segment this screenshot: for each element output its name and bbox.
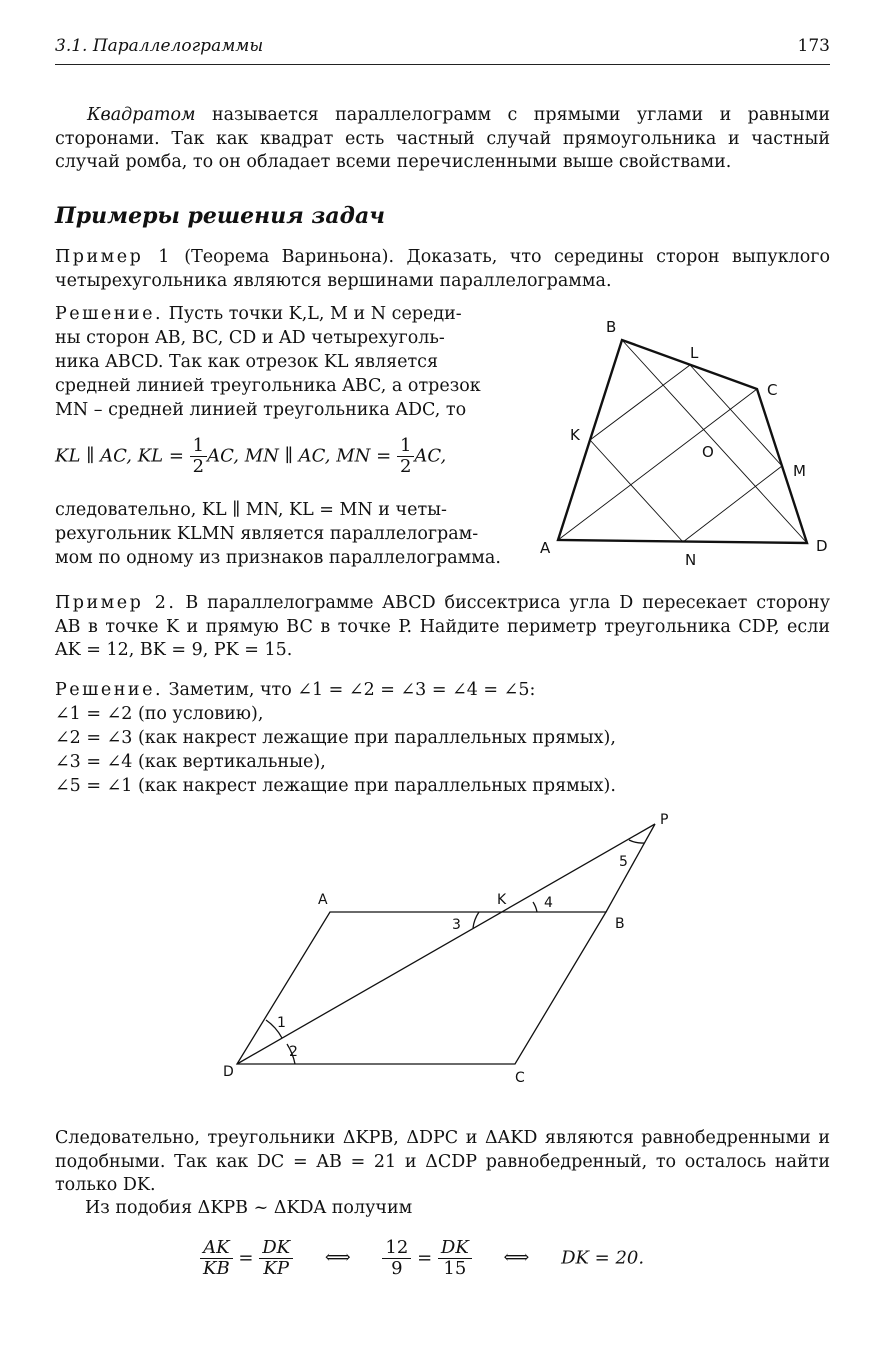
final-formula: $\frac{AK}{KB}$ = $\frac{DK}{KP}$ ⟺ $\frac{12}{9}$ = $\frac{DK}{15}$ ⟺ DK = 20. [200,1238,644,1279]
example2-solution-label: Решение. [55,680,164,700]
example2-text: В параллелограмме ABCD биссектриса угла D пересекает сторону AB в точке K и прямую BC в точке P. Найдите периметр треугольника CDP, если AK = 12, BK = 9, PK = 15. [55,593,830,660]
example1-text: (Теорема Вариньона). Доказать, что середины сторон выпуклого четырехугольника являются вершинами параллелограмма. [55,247,831,291]
angle-5-arc [629,840,644,843]
diagonal-ac [558,389,757,540]
header-rule [55,64,830,65]
example1-conclusion-line: следовательно, KL ∥ MN, KL = MN и четы- [55,500,447,520]
angle-5-label: 5 [619,854,628,870]
angle-4-arc [533,902,537,912]
label-d: D [816,537,828,555]
fraction-12-9: $\frac{12}{9}$ [382,1238,411,1279]
example1-statement [55,246,830,293]
example1-solution-line: средней линией треугольника ABC, а отрезок [55,376,481,396]
label-a: A [540,539,551,557]
figure-quadrilateral [530,310,840,570]
section-heading: Примеры решения задач [55,203,385,229]
similarity-line: Из подобия ΔKPB ~ ΔKDA получим [85,1198,413,1218]
diagonal-bd [622,340,807,543]
example1-solution-label: Решение. [55,304,164,324]
label-n: N [685,551,697,569]
example1-solution-line: ны сторон AB, BC, CD и AD четырехуголь- [55,328,445,348]
fraction-ak-kb: $\frac{AK}{KB}$ [200,1238,233,1279]
segment-mn [683,466,782,542]
label-a: A [318,892,328,908]
angle-1-label: 1 [277,1015,286,1031]
label-c: C [767,381,778,399]
example1-formula: KL ∥ AC, KL = $\frac{1}{2}$ AC, MN ∥ AC, MN = $\frac{1}{2}$ AC, [55,435,447,477]
running-header [55,34,830,64]
label-m: M [793,462,806,480]
segment-kl [590,365,690,440]
example1-label: Пример 1 [55,247,172,267]
example1-solution-line: MN – средней линией треугольника ADC, то [55,400,467,420]
example1-conclusion-line: рехугольник KLMN является параллелограм- [55,524,479,544]
example2-conclusion: Следовательно, треугольники ΔKPB, ΔDPC и ΔAKD являются равнобедренными и подобными. Так как DC = AB = 21 и ΔCDP равнобедренный, то осталось найти только DK. [55,1128,830,1195]
label-k: K [570,426,580,444]
example1-conclusion-line: мом по одному из признаков параллелограмма. [55,548,501,568]
intro-term: Квадратом [87,105,196,125]
label-k: K [497,892,507,908]
parallelogram-abcd [237,912,606,1064]
segment-bp [606,824,655,912]
example2-solution-line: ∠5 = ∠1 (как накрест лежащие при параллельных прямых). [55,776,616,796]
label-b: B [615,916,625,932]
figure-parallelogram [215,808,695,1098]
label-c: C [515,1070,525,1086]
example2-solution-line: Решение. Заметим, что ∠1 = ∠2 = ∠3 = ∠4 = ∠5: [55,680,536,700]
label-d: D [223,1064,234,1080]
example2-solution-line: ∠1 = ∠2 (по условию), [55,704,264,724]
intro-text: называется параллелограмм с прямыми углами и равными сторонами. Так как квадрат есть частный случай прямоугольника и частный случай ромба, то он обладает всеми перечисленными выше свойствами. [55,105,830,172]
bisector-dp [237,824,655,1064]
fraction-half: $\frac{1}{2}$ [190,436,207,477]
example2-solution-line: ∠3 = ∠4 (как вертикальные), [55,752,326,772]
label-l: L [690,344,699,362]
fraction-dk-kp: $\frac{DK}{KP}$ [259,1238,293,1279]
example2-label: Пример 2. [55,593,177,613]
angle-4-label: 4 [544,895,553,911]
label-b: B [606,318,617,336]
intro-paragraph [55,104,830,175]
section-title: 3.1. Параллелограммы [55,36,264,56]
final-result: DK = 20. [561,1247,645,1269]
label-o: O [702,443,714,461]
fraction-half: $\frac{1}{2}$ [397,436,414,477]
fraction-dk-15: $\frac{DK}{15}$ [438,1238,472,1279]
label-p: P [660,812,669,828]
example2-solution-line: ∠2 = ∠3 (как накрест лежащие при параллельных прямых), [55,728,616,748]
example1-solution-line: Решение. Пусть точки K,L, M и N середи- [55,304,462,324]
angle-2-label: 2 [289,1044,298,1060]
angle-3-label: 3 [452,917,461,933]
example2-statement [55,592,830,663]
example1-solution-line: ника ABCD. Так как отрезок KL является [55,352,439,372]
page-number: 173 [797,36,830,56]
